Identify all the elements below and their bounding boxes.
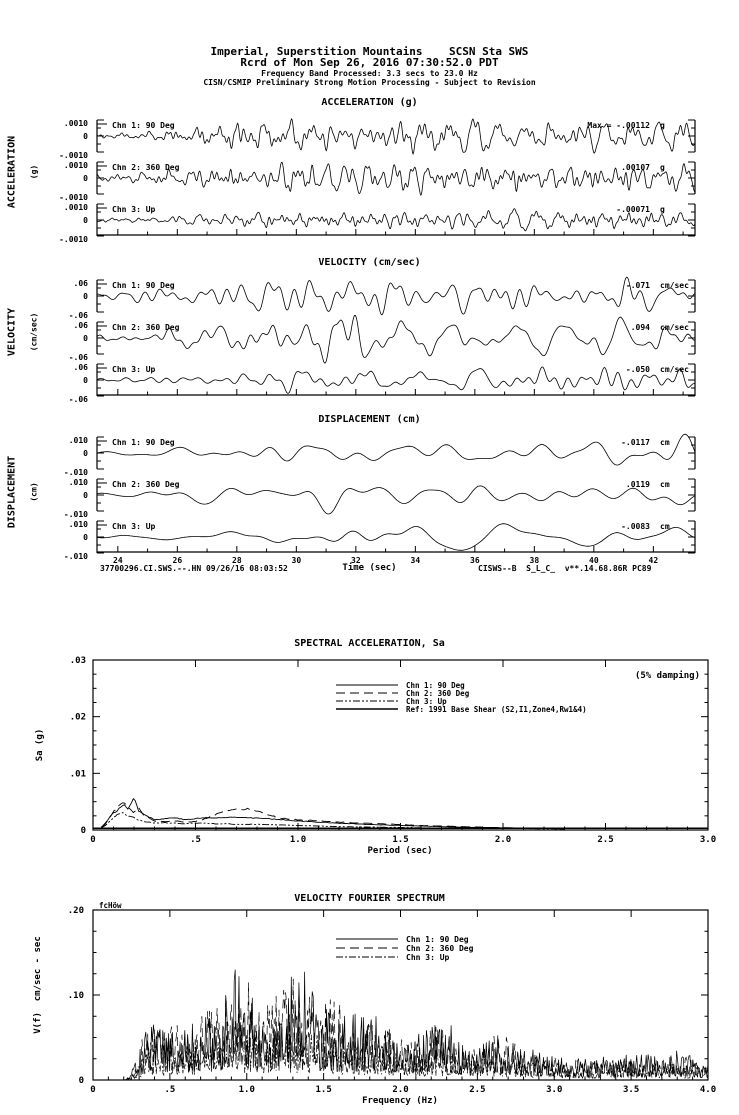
legend-label: Chn 2: 360 Deg [406,944,474,953]
displacement-axis-unit: (cm) [29,482,39,502]
channel-label: Chn 1: 90 Deg [112,438,175,447]
corner-frequency-label: fcHöw [99,901,122,910]
fourier-series [99,970,708,1080]
acceleration-axis-unit: (g) [29,164,39,180]
sa-chart-title: SPECTRAL ACCELERATION, Sa [294,638,445,649]
time-tick-label: 34 [410,556,421,565]
frequency-band-note: Frequency Band Processed: 3.3 secs to 23.0 Hz [261,69,478,78]
time-tick-label: 24 [113,556,123,565]
scale-top-label: .06 [73,279,88,288]
scale-bottom-label: -.06 [68,395,88,404]
velocity-axis-label: VELOCITY [6,307,18,357]
legend-label: Chn 1: 90 Deg [406,681,465,690]
time-tick-label: 26 [172,556,183,565]
peak-unit-label: g [660,205,665,214]
time-tick-label: 32 [351,556,361,565]
scale-bottom-label: -.0010 [59,193,88,202]
scale-zero-label: 0 [83,292,88,301]
channel-label: Chn 3: Up [112,365,156,374]
sa-chart [0,652,739,857]
processing-note: CISN/CSMIP Preliminary Strong Motion Processing - Subject to Revision [203,78,536,87]
waveform-trace [97,434,695,465]
fourier-y-tick-label: .20 [67,906,84,916]
channel-label: Chn 2: 360 Deg [112,163,180,172]
scale-bottom-label: -.010 [63,510,88,519]
peak-unit-label: cm/sec [660,281,689,290]
sa-x-tick-label: .5 [190,835,201,845]
sa-x-tick-label: 3.0 [699,835,717,845]
fourier-x-tick-label: 3.5 [622,1085,640,1095]
sa-series [101,799,564,829]
sa-x-axis-label: Period (sec) [367,846,433,856]
velocity-title: VELOCITY (cm/sec) [318,257,421,268]
sa-series [101,803,564,829]
sa-series [101,813,564,829]
fourier-x-tick-label: 4.0 [699,1085,717,1095]
peak-value-label: .00107 [621,163,650,172]
scale-bottom-label: -.06 [68,311,88,320]
channel-label: Chn 3: Up [112,205,156,214]
scale-zero-label: 0 [83,449,88,458]
displacement-axis-label: DISPLACEMENT [6,455,18,529]
scale-zero-label: 0 [83,132,88,141]
peak-unit-label: cm/sec [660,323,689,332]
scale-top-label: .0010 [63,203,88,212]
fourier-chart [0,902,739,1112]
fourier-x-axis-label: Frequency (Hz) [362,1096,438,1106]
waveform-trace [97,486,695,514]
waveform-trace [97,367,695,393]
peak-value-label: -.0117 [621,438,650,447]
fourier-y-tick-label: 0 [78,1076,84,1086]
velocity-plot [0,268,739,418]
fourier-chart-title: VELOCITY FOURIER SPECTRUM [294,893,445,904]
scale-top-label: .0010 [63,161,88,170]
station-title: Imperial, Superstition Mountains SCSN Sta SWS [210,45,529,58]
scale-bottom-label: -.0010 [59,235,88,244]
sa-x-tick-label: 0 [90,835,96,845]
waveform-trace [97,209,695,231]
acceleration-axis-label: ACCELERATION [6,135,18,209]
peak-value-label: Max = -.00112 [587,121,650,130]
waveform-trace [97,277,695,315]
legend-label: Chn 3: Up [406,697,447,706]
channel-label: Chn 3: Up [112,522,156,531]
peak-unit-label: cm [660,480,670,489]
fourier-x-tick-label: 1.5 [315,1085,332,1095]
scale-zero-label: 0 [83,491,88,500]
scale-bottom-label: -.0010 [59,151,88,160]
peak-value-label: -.0083 [621,522,650,531]
scale-top-label: .010 [68,520,88,529]
scale-top-label: .0010 [63,119,88,128]
acceleration-title: ACCELERATION (g) [321,97,418,108]
fourier-x-tick-label: 2.5 [469,1085,486,1095]
channel-label: Chn 1: 90 Deg [112,281,175,290]
peak-unit-label: g [660,121,665,130]
fourier-x-tick-label: 0 [90,1085,96,1095]
acceleration-plot [0,108,739,258]
fourier-y-axis-label: V(f) cm/sec - sec [33,936,43,1034]
fourier-y-tick-label: .10 [67,991,84,1001]
peak-value-label: .0119 [625,480,650,489]
peak-unit-label: cm [660,438,670,447]
legend-label: Chn 3: Up [406,953,450,962]
peak-unit-label: cm/sec [660,365,689,374]
peak-value-label: -.00071 [616,205,650,214]
peak-unit-label: cm [660,522,670,531]
time-tick-label: 38 [529,556,540,565]
fourier-x-tick-label: .5 [164,1085,176,1095]
sa-x-tick-label: 1.5 [392,835,409,845]
scale-zero-label: 0 [83,216,88,225]
peak-value-label: -.071 [625,281,650,290]
scale-bottom-label: -.06 [68,353,88,362]
sa-x-tick-label: 2.5 [597,835,614,845]
sa-x-tick-label: 1.0 [289,835,307,845]
scale-top-label: .010 [68,436,88,445]
record-timestamp: Rcrd of Mon Sep 26, 2016 07:30:52.0 PDT [240,56,499,69]
scale-bottom-label: -.010 [63,552,88,561]
record-id-footer: 37700296.CI.SWS.--.HN 09/26/16 08:03:52 [100,564,288,573]
peak-value-label: -.050 [625,365,650,374]
displacement-plot [0,425,739,580]
scale-zero-label: 0 [83,533,88,542]
time-tick-label: 30 [291,556,302,565]
scale-zero-label: 0 [83,376,88,385]
waveform-trace [97,162,695,195]
time-axis-label: Time (sec) [342,563,397,573]
time-tick-label: 36 [470,556,480,565]
displacement-title: DISPLACEMENT (cm) [318,414,421,425]
fourier-x-tick-label: 2.0 [392,1085,409,1095]
peak-value-label: .094 [630,323,650,332]
fourier-x-tick-label: 3.0 [546,1085,563,1095]
scale-zero-label: 0 [83,334,88,343]
sa-y-tick-label: .02 [69,712,86,723]
scale-top-label: .06 [73,363,88,372]
damping-note: (5% damping) [634,671,700,681]
channel-label: Chn 1: 90 Deg [112,121,175,130]
fourier-series [99,1022,708,1080]
time-tick-label: 40 [589,556,599,565]
scale-top-label: .06 [73,321,88,330]
legend-label: Chn 2: 360 Deg [406,689,470,698]
sa-y-axis-label: Sa (g) [35,728,45,762]
legend-label: Chn 1: 90 Deg [406,935,469,944]
sa-y-tick-label: .03 [69,656,86,666]
waveform-trace [97,315,695,363]
legend-label: Ref: 1991 Base Shear (S2,I1,Zone4,Rw1&4) [406,705,587,714]
channel-label: Chn 2: 360 Deg [112,323,180,332]
scale-top-label: .010 [68,478,88,487]
time-tick-label: 28 [232,556,242,565]
sa-y-tick-label: .01 [69,769,86,780]
velocity-axis-unit: (cm/sec) [29,312,39,352]
fourier-x-tick-label: 1.0 [238,1085,255,1095]
version-footer: CISWS--B S_L_C_ v**.14.68.86R PC89 [478,564,652,573]
waveform-trace [97,524,695,551]
peak-unit-label: g [660,163,665,172]
time-tick-label: 42 [648,556,659,565]
scale-zero-label: 0 [83,174,88,183]
channel-label: Chn 2: 360 Deg [112,480,180,489]
scale-bottom-label: -.010 [63,468,88,477]
sa-x-tick-label: 2.0 [494,835,512,845]
sa-y-tick-label: 0 [80,826,86,836]
